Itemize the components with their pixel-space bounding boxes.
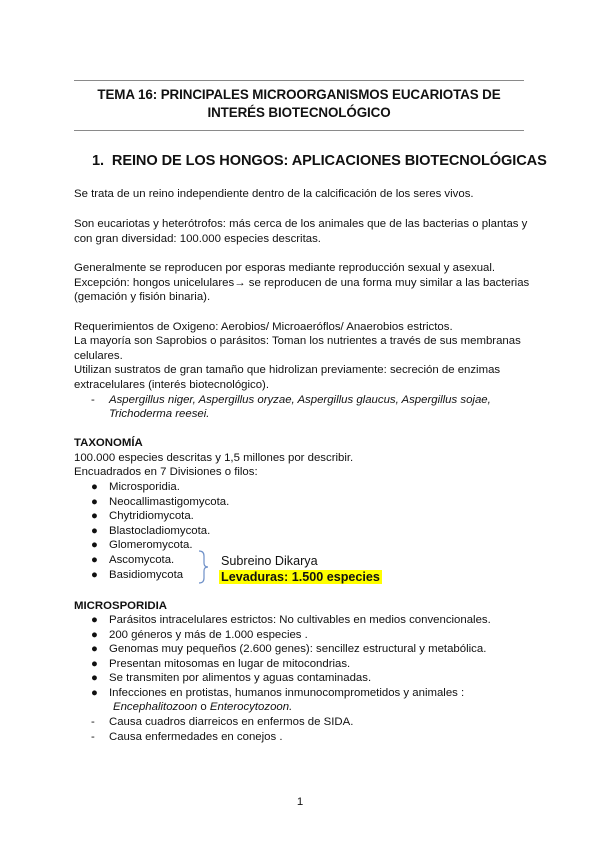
bullet-icon: ● bbox=[91, 496, 98, 508]
list-item bbox=[91, 642, 487, 657]
taxonomia-heading: TAXONOMÍA bbox=[74, 437, 143, 449]
paragraph-4-line4: Utilizan sustratos de gran tamaño que hidrolizan previamente: secreción de enzimas bbox=[74, 364, 501, 376]
filo-label: Blastocladiomycota. bbox=[109, 525, 211, 537]
doc-title-line2: INTERÉS BIOTECNOLÓGICO bbox=[207, 105, 391, 120]
brace-icon bbox=[197, 550, 211, 584]
bullet-icon: ● bbox=[91, 481, 98, 493]
top-rule bbox=[74, 80, 524, 81]
filo-label: Chytridiomycota. bbox=[109, 510, 194, 522]
list-item bbox=[91, 495, 230, 510]
paragraph-1: Se trata de un reino independiente dentro de la calcificación de los seres vivos. bbox=[74, 188, 474, 200]
paragraph-4-line2: La mayoría son Saprobios o parásitos: Toman los nutrientes a través de sus membranas bbox=[74, 335, 521, 347]
filo-label: Neocallimastigomycota. bbox=[109, 496, 230, 508]
list-item bbox=[91, 524, 211, 539]
filo-label: Glomeromycota. bbox=[109, 539, 193, 551]
bullet-icon: ● bbox=[91, 569, 98, 581]
bottom-rule bbox=[74, 130, 524, 131]
microsporidia-consequence: Causa enfermedades en conejos . bbox=[109, 731, 283, 743]
page-number: 1 bbox=[296, 796, 304, 808]
highlighted-text: Levaduras: 1.500 especies bbox=[221, 570, 380, 584]
bullet-icon: ● bbox=[91, 614, 98, 626]
microsporidia-heading: MICROSPORIDIA bbox=[74, 600, 168, 612]
genus-joiner: o bbox=[200, 701, 207, 713]
doc-title-line1: TEMA 16: PRINCIPALES MICROORGANISMOS EUCARIOTAS DE bbox=[97, 87, 501, 102]
bullet-icon: ● bbox=[91, 643, 98, 655]
bullet-icon: ● bbox=[91, 554, 98, 566]
species-line1 bbox=[91, 393, 491, 408]
bullet-icon: ● bbox=[91, 629, 98, 641]
dash-marker: - bbox=[91, 394, 95, 406]
filo-label: Microsporidia. bbox=[109, 481, 180, 493]
microsporidia-point: Parásitos intracelulares estrictos: No cultivables en medios convencionales. bbox=[109, 614, 491, 626]
list-item bbox=[91, 671, 372, 686]
dash-marker: - bbox=[91, 716, 95, 728]
genus-enterocytozoon: Enterocytozoon. bbox=[209, 701, 293, 713]
microsporidia-point: 200 géneros y más de 1.000 especies . bbox=[109, 629, 308, 641]
levaduras-note bbox=[219, 570, 382, 584]
paragraph-4-line3: celulares. bbox=[74, 350, 123, 362]
list-item bbox=[91, 538, 193, 553]
paragraph-2-line1: Son eucariotas y heterótrofos: más cerca de los animales que de las bacterias o plantas y bbox=[74, 218, 528, 230]
list-item bbox=[91, 568, 184, 583]
paragraph-3-line2: Excepción: hongos unicelulares→ se reproducen de una forma muy similar a las bacterias bbox=[74, 277, 530, 289]
paragraph-2-line2: con gran diversidad: 100.000 especies descritas. bbox=[74, 233, 321, 245]
subreino-note: Subreino Dikarya bbox=[221, 554, 318, 568]
species-line2: Trichoderma reesei. bbox=[109, 408, 210, 420]
microsporidia-point: Genomas muy pequeños (2.600 genes): sencillez estructural y metabólica. bbox=[109, 643, 487, 655]
list-item bbox=[91, 715, 354, 730]
microsporidia-point: Presentan mitosomas en lugar de mitocondrias. bbox=[109, 658, 351, 670]
microsporidia-consequence: Causa cuadros diarreicos en enfermos de SIDA. bbox=[109, 716, 354, 728]
list-item bbox=[91, 553, 175, 568]
genus-encephalitozoon: Encephalitozoon bbox=[113, 701, 198, 713]
bullet-icon: ● bbox=[91, 525, 98, 537]
list-item bbox=[91, 613, 491, 628]
bullet-icon: ● bbox=[91, 658, 98, 670]
paragraph-4-line5: extracelulares (interés biotecnológico). bbox=[74, 379, 270, 391]
species-list: Aspergillus niger, Aspergillus oryzae, Aspergillus glaucus, Aspergillus sojae, bbox=[109, 394, 491, 406]
list-item bbox=[91, 686, 465, 701]
microsporidia-point: Infecciones en protistas, humanos inmunocomprometidos y animales : bbox=[109, 687, 465, 699]
dash-marker: - bbox=[91, 731, 95, 743]
section-heading bbox=[92, 153, 547, 169]
taxonomia-line2: Encuadrados en 7 Divisiones o filos: bbox=[74, 466, 258, 478]
filo-label: Basidiomycota bbox=[109, 569, 184, 581]
microsporidia-point: Se transmiten por alimentos y aguas contaminadas. bbox=[109, 672, 372, 684]
bullet-icon: ● bbox=[91, 539, 98, 551]
bullet-icon: ● bbox=[91, 687, 98, 699]
bullet-icon: ● bbox=[91, 510, 98, 522]
paragraph-4-line1: Requerimientos de Oxigeno: Aerobios/ Microaeróflos/ Anaerobios estrictos. bbox=[74, 321, 453, 333]
list-item bbox=[91, 628, 308, 643]
section-title: REINO DE LOS HONGOS: APLICACIONES BIOTECNOLÓGICAS bbox=[111, 153, 547, 169]
list-item bbox=[91, 657, 351, 672]
filo-label: Ascomycota. bbox=[109, 554, 175, 566]
genus-line bbox=[113, 700, 292, 715]
paragraph-3-line1: Generalmente se reproducen por esporas mediante reproducción sexual y asexual. bbox=[74, 262, 496, 274]
list-item bbox=[91, 509, 194, 524]
list-item bbox=[91, 730, 283, 745]
section-number: 1. bbox=[92, 153, 104, 169]
paragraph-3-line3: (gemación y fisión binaria). bbox=[74, 291, 211, 303]
list-item bbox=[91, 480, 180, 495]
bullet-icon: ● bbox=[91, 672, 98, 684]
taxonomia-line1: 100.000 especies descritas y 1,5 millones por describir. bbox=[74, 452, 354, 464]
